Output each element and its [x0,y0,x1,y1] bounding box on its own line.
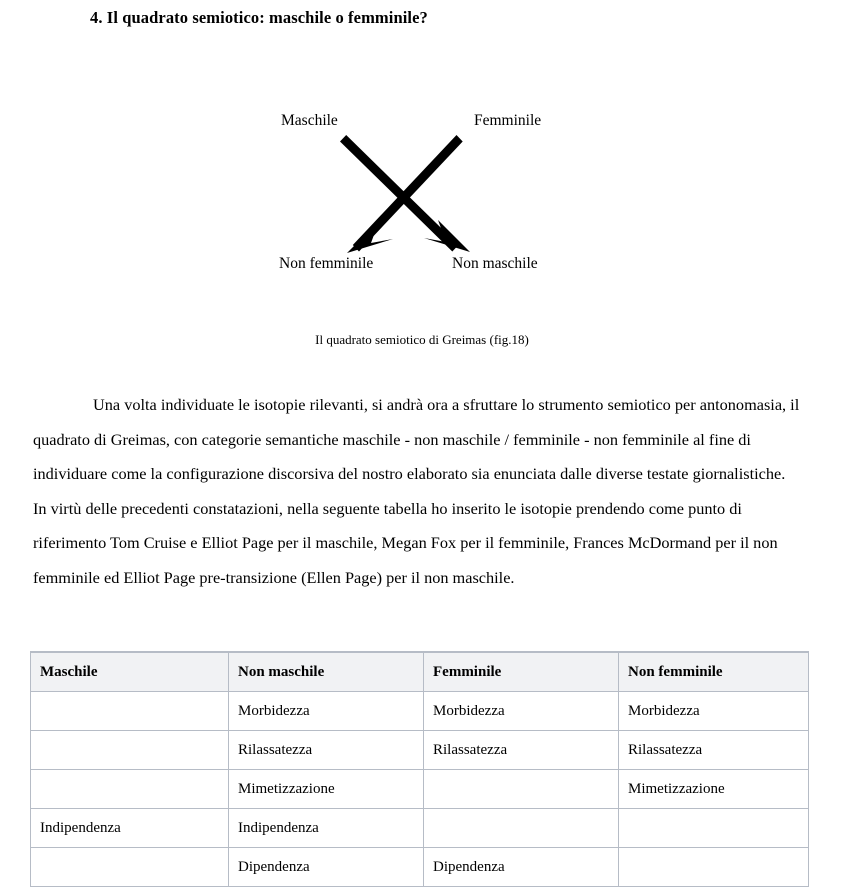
table-cell [619,809,809,848]
table-cell: Rilassatezza [424,731,619,770]
crossed-arrows-icon [320,130,520,280]
table-cell: Rilassatezza [229,731,424,770]
table-row [31,848,809,887]
table-cell: Morbidezza [229,692,424,731]
table-cell: Morbidezza [424,692,619,731]
table-cell: Indipendenza [31,809,229,848]
table-cell [424,809,619,848]
table-row [31,809,809,848]
isotopies-table [30,651,809,887]
table-cell: Dipendenza [424,848,619,887]
paragraph-1: Una volta individuate le isotopie rilevanti, si andrà ora a sfruttare lo strumento semiotico per antonomasia, il quadrato di Greimas, con categorie semantiche maschile - non maschile / femminile - non femminile al fine di individuare come la configurazione discorsiva del nostro elaborato sia enunciata dalle diverse testate giornalistiche. [33,395,800,483]
table-cell [424,770,619,809]
table-cell [31,770,229,809]
table-header-row [31,652,809,692]
table-header-femminile: Femminile [424,652,619,692]
table-header-maschile: Maschile [31,652,229,692]
square-label-maschile: Maschile [281,112,338,129]
page-title: 4. Il quadrato semiotico: maschile o femminile? [90,8,428,27]
table-row [31,770,809,809]
paragraph-2: In virtù delle precedenti constatazioni, nella seguente tabella ho inserito le isotopie prendendo come punto di riferimento Tom Cruise e Elliot Page per il maschile, Megan Fox per il femminile, Frances McDormand per il non femminile ed Elliot Page pre-transizione (Ellen Page) per il non maschile. [33,498,778,587]
table-row [31,731,809,770]
table-cell: Mimetizzazione [229,770,424,809]
table-cell [619,848,809,887]
table-row [31,692,809,731]
table-cell [31,848,229,887]
body-text [33,388,811,595]
table-cell: Mimetizzazione [619,770,809,809]
table-header-non-maschile: Non maschile [229,652,424,692]
square-label-non-maschile: Non maschile [452,255,538,272]
square-label-femminile: Femminile [474,112,542,129]
square-label-non-femminile: Non femminile [279,255,374,272]
crossing-arrows-diagram [320,130,520,285]
table-cell [31,692,229,731]
figure-caption: Il quadrato semiotico di Greimas (fig.18) [315,332,529,347]
table-cell: Rilassatezza [619,731,809,770]
semiotic-square-figure [0,100,844,360]
table-cell: Indipendenza [229,809,424,848]
table-cell: Morbidezza [619,692,809,731]
isotopies-table-container [30,651,808,887]
table-cell: Dipendenza [229,848,424,887]
table-header-non-femminile: Non femminile [619,652,809,692]
table-cell [31,731,229,770]
